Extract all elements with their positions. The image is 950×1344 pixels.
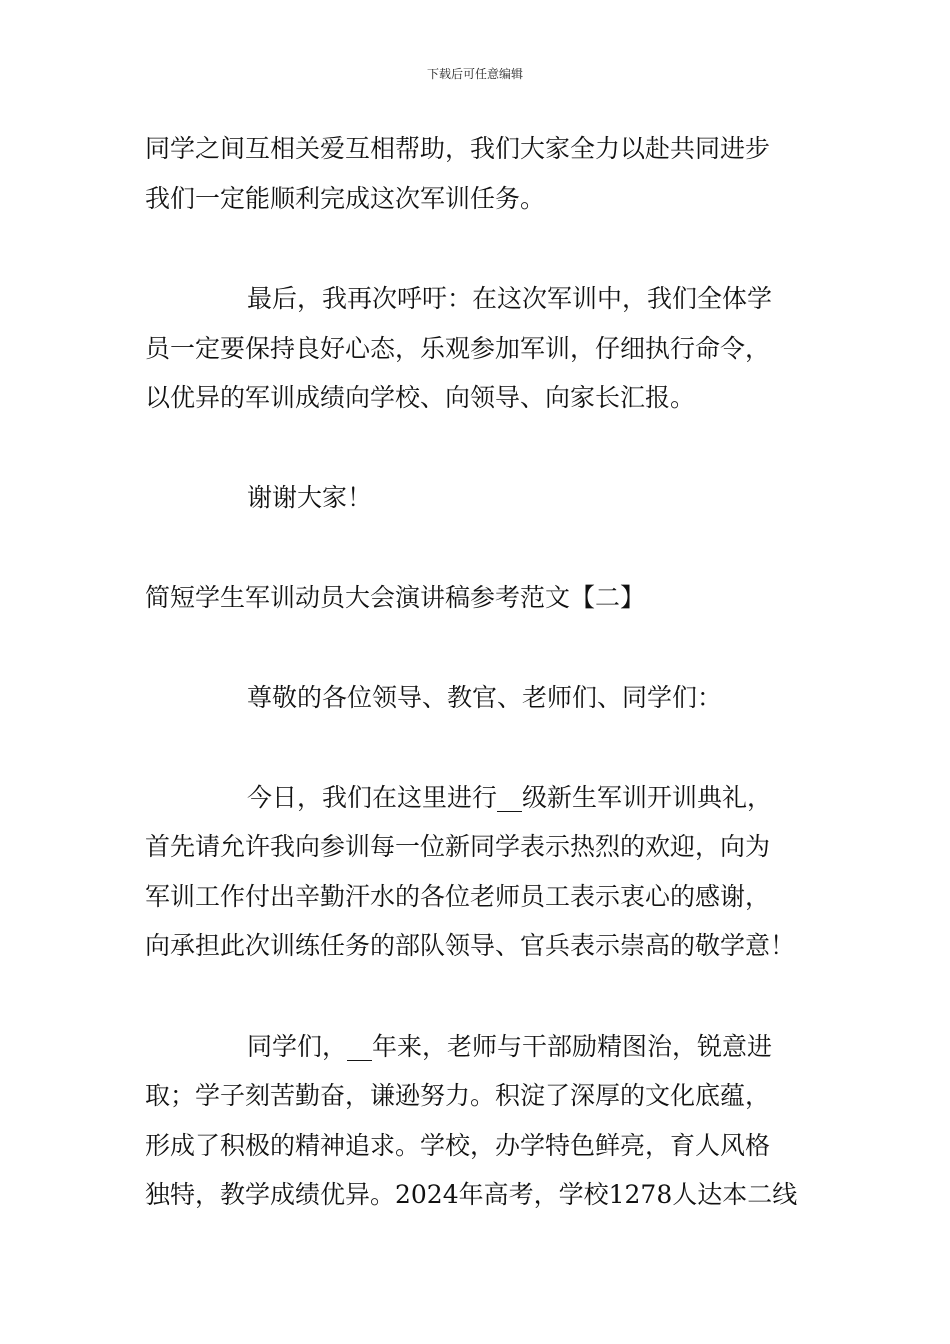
text-line: 以优异的军训成绩向学校、向领导、向家长汇报。 [145, 383, 696, 412]
text-line: 最后，我再次呼吁：在这次军训中，我们全体学 [247, 284, 773, 313]
text-line: 取；学子刻苦勤奋，谦逊努力。积淀了深厚的文化底蕴， [145, 1081, 771, 1110]
text-line: 独特，教学成绩优异。2024年高考，学校1278人达本二线 [145, 1180, 798, 1209]
text-line: 首先请允许我向参训每一位新同学表示热烈的欢迎，向为 [145, 832, 771, 861]
text-line: 今日，我们在这里进行__级新生军训开训典礼， [247, 783, 773, 812]
text-line: 形成了积极的精神追求。学校，办学特色鲜亮，育人风格 [145, 1131, 771, 1160]
text-line: 员一定要保持良好心态，乐观参加军训，仔细执行命令， [145, 334, 771, 363]
text-line: 我们一定能顺利完成这次军训任务。 [145, 184, 546, 213]
text-line: 军训工作付出辛勤汗水的各位老师员工表示衷心的感谢， [145, 882, 771, 911]
section-heading: 简短学生军训动员大会演讲稿参考范文【二】 [145, 583, 646, 612]
text-line: 谢谢大家！ [247, 483, 373, 512]
text-line: 同学们，__年来，老师与干部励精图治，锐意进 [247, 1032, 773, 1061]
page-header-note: 下载后可任意编辑 [426, 67, 523, 81]
text-line: 同学之间互相关爱互相帮助，我们大家全力以赴共同进步 [145, 134, 771, 163]
text-line: 向承担此次训练任务的部队领导、官兵表示崇高的敬学意！ [145, 931, 796, 960]
text-line: 尊敬的各位领导、教官、老师们、同学们： [247, 683, 723, 712]
